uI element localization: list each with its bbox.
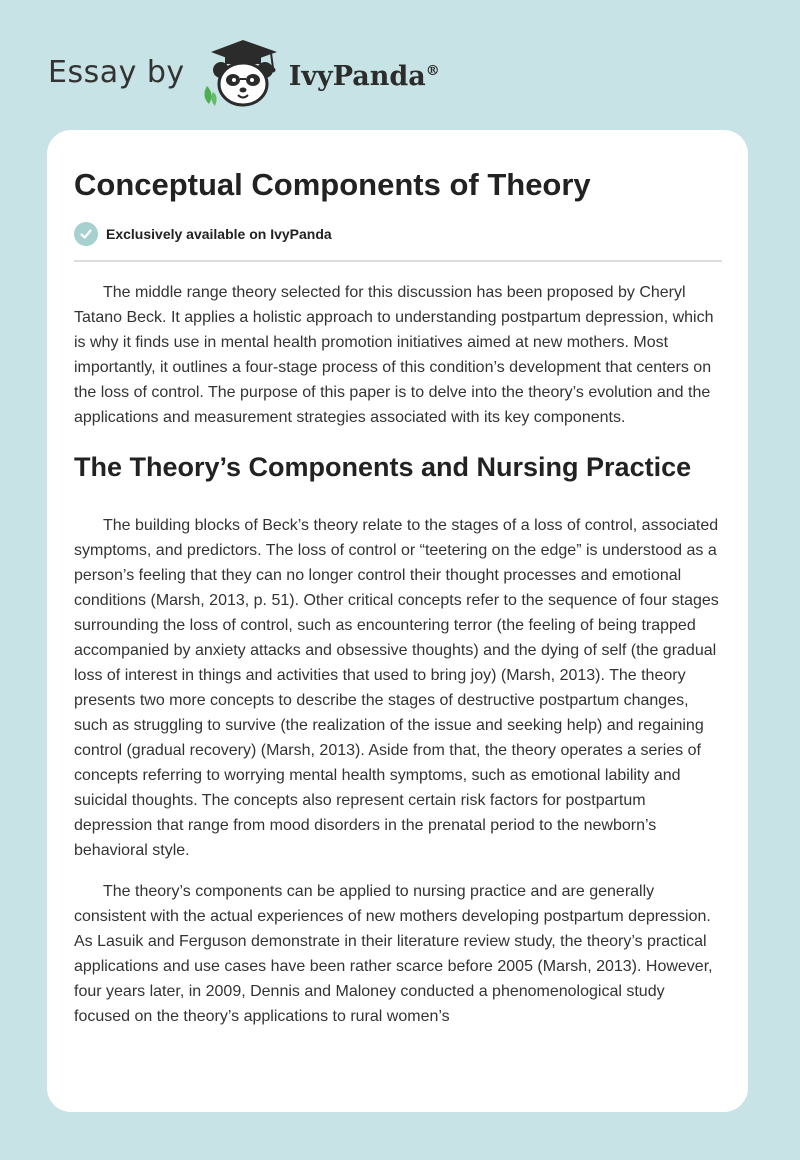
panda-graduate-icon [199, 34, 285, 110]
article-card [47, 130, 748, 1112]
page-title: Conceptual Components of Theory [74, 167, 591, 202]
paragraph-practice: The theory’s components can be applied to nursing practice and are generally consistent with the actual experiences of new mothers developing postpartum depression. As Lasuik and Ferguson demonstrate in their literature review study, the theory’s practical applications and use cases have been rather scarce before 2005 (Marsh, 2013). However, four years later, in 2009, Dennis and Maloney conducted a phenomenological study focused on the theory’s applications to rural women’s [74, 883, 713, 1025]
site-brand[interactable] [48, 34, 440, 110]
exclusive-badge [74, 222, 332, 246]
section-heading: The Theory’s Components and Nursing Practice [74, 452, 692, 482]
divider [74, 260, 722, 262]
paragraph-intro: The middle range theory selected for this discussion has been proposed by Cheryl Tatano Beck. It applies a holistic approach to understanding postpartum depression, which is why it finds use in mental health promotion initiatives aimed at new mothers. Most importantly, it outlines a four-stage process of this condition’s development that centers on the loss of control. The purpose of this paper is to delve into the theory’s evolution and the applications and measurement strategies associated with its key components. [74, 284, 714, 426]
article-body [74, 280, 722, 1045]
brand-prefix: Essay by [48, 54, 185, 90]
paragraph-components: The building blocks of Beck’s theory relate to the stages of a loss of control, associated symptoms, and predictors. The loss of control or “teetering on the edge” is understood as a person’s feeling that they can no longer control their thought processes and emotional conditions (Marsh, 2013, p. 51). Other critical concepts refer to the sequence of four stages surrounding the loss of control, such as encountering terror (the feeling of being trapped accompanied by anxiety attacks and obsessive thoughts) and the dying of self (the gradual loss of interest in things and activities that used to bring joy) (Marsh, 2013). The theory presents two more concepts to describe the stages of destructive postpartum changes, such as struggling to survive (the realization of the issue and seeking help) and regaining control (gradual recovery) (Marsh, 2013). Aside from that, the theory operates a series of concepts referring to worrying mental health symptoms, such as emotional lability and suicidal thoughts. The concepts also represent certain risk factors for postpartum depression that range from mood disorders in the prenatal period to the newborn’s behavioral style. [74, 517, 719, 859]
check-icon [74, 222, 98, 246]
badge-text: Exclusively available on IvyPanda [106, 226, 332, 242]
brand-name: IvyPanda® [288, 60, 440, 92]
